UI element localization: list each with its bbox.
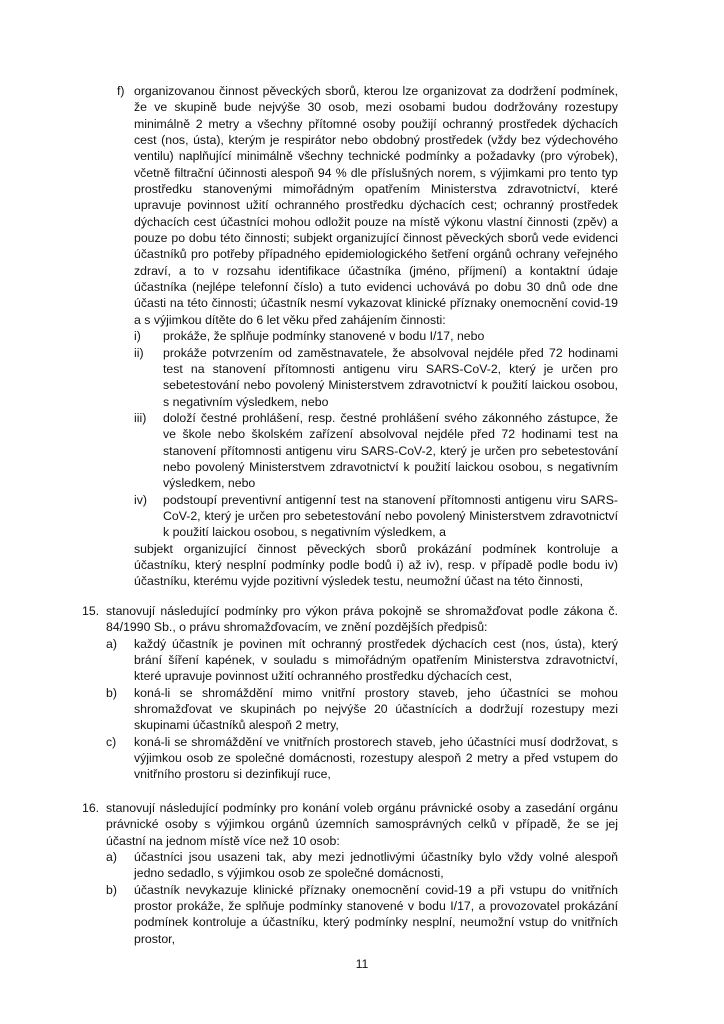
item-marker: a) — [106, 636, 117, 651]
item-f-closing: subjekt organizující činnost pěveckých sborů prokázání podmínek kontroluje a účastníku, který nesplní podmínky podle bodů i) až iv), resp. v případě podle bodu iv) účastníku, kterému vyjde pozitivní výsledek testu, neumožní účast na této činnosti, — [134, 541, 618, 589]
subitem-marker: iii) — [134, 410, 147, 425]
item-marker: b) — [106, 882, 117, 897]
item-text: koná-li se shromáždění ve vnitřních prostorech staveb, jeho účastníci musí dodržovat, s výjimkou osob ze společné domácnosti, rozestupy alespoň 2 metry a před vstupem do vnitřního prostoru si dezinfikují ruce, — [134, 734, 618, 782]
point-15-item-a — [0, 636, 724, 685]
subitem-marker: i) — [134, 329, 141, 344]
item-f-subitems — [0, 328, 724, 540]
item-f — [0, 83, 724, 590]
subitem-i — [0, 328, 724, 344]
point-15-item-c — [0, 734, 724, 783]
page-number: 11 — [355, 957, 369, 971]
item-f-text: organizovanou činnost pěveckých sborů, kterou lze organizovat za dodržení podmínek, že ve skupině bude nejvýše 30 osob, mezi osobami budou dodržovány rozestupy minimálně 2 metry a všechny přítomné osoby použijí ochranný prostředek dýchacích cest (nos, ústa), kterým je respirátor nebo obdobný prostředek (vždy bez výdechového ventilu) naplňující minimálně všechny technické podmínky a požadavky (pro výrobek), včetně filtrační účinnosti alespoň 94 % dle příslušných norem, s výjimkami pro tento typ prostředku stanovenými mimořádným opatřením Ministerstva zdravotnictví, které upravuje povinnost užití ochranného prostředku dýchacích cest; ochranný prostředek dýchacích cest účastníci mohou odložit pouze na místě výkonu vlastní činnosti (zpěv) a pouze po dobu této činnosti; subjekt organizující činnost pěveckých sborů vede evidenci účastníků pro potřeby případného epidemiologického šetření orgánů ochrany veřejného zdraví, a to v rozsahu identifikace účastníka (jméno, příjmení) a kontaktní údaje účastníka (nejlépe telefonní číslo) a tuto evidenci uchovává po dobu 30 dnů ode dne účasti na této činnosti; účastník nesmí vykazovat klinické příznaky onemocnění covid-19 a s výjimkou dítěte do 6 let věku před zahájením činnosti: — [134, 84, 618, 327]
subitem-iv — [0, 492, 724, 541]
point-15-number: 15. — [82, 604, 100, 618]
subitem-iii — [0, 410, 724, 492]
item-text: účastník nevykazuje klinické příznaky onemocnění covid-19 a při vstupu do vnitřních prostor prokáže, že splňuje podmínky stanovené v bodu I/17, a provozovatel prokázání podmínek kontroluje a účastníku, který podmínky nesplní, neumožní vstup do vnitřních prostor, — [134, 882, 618, 946]
item-marker: c) — [106, 734, 117, 749]
point-16-text: stanovují následující podmínky pro konání voleb orgánu právnické osoby a zasedání orgánu právnické osoby s výjimkou orgánů územních samosprávných celků v případě, že se jej účastní na jednom místě více než 10 osob: — [106, 801, 618, 848]
subitem-text: prokáže, že splňuje podmínky stanovené v bodu I/17, nebo — [163, 329, 485, 344]
item-text: koná-li se shromáždění mimo vnitřní prostory staveb, jeho účastníci se mohou shromažďovat ve skupinách po nejvýše 20 účastnících a dodržují rozestupy mezi skupinami účastníků alespoň 2 metry, — [134, 685, 618, 733]
item-marker: b) — [106, 685, 117, 700]
item-marker: a) — [106, 850, 117, 865]
subitem-marker: ii) — [134, 345, 144, 360]
point-16 — [0, 800, 724, 947]
item-f-marker: f) — [117, 84, 125, 98]
item-text: účastníci jsou usazeni tak, aby mezi jednotlivými účastníky bylo vždy volné alespoň jedno sedadlo, s výjimkou osob ze společné domácnosti, — [134, 850, 618, 881]
point-15-item-b — [0, 685, 724, 734]
subitem-text: doloží čestné prohlášení, resp. čestné prohlášení svého zákonného zástupce, že ve škole nebo školském zařízení absolvoval nejdéle před 72 hodinami test na stanovení přítomnosti antigenu viru SARS-CoV-2, který je určen pro sebetestování nebo povolený Ministerstvem zdravotnictví k použití laickou osobou, s negativním výsledkem, nebo — [163, 410, 618, 491]
subitem-text: podstoupí preventivní antigenní test na stanovení přítomnosti antigenu viru SARS-CoV-2, který je určen pro sebetestování nebo povolený Ministerstvem zdravotnictví k použití laickou osobou, s negativním výsledkem, a — [163, 492, 618, 540]
item-text: každý účastník je povinen mít ochranný prostředek dýchacích cest (nos, ústa), který brání šíření kapének, v souladu s mimořádným opatřením Ministerstva zdravotnictví, které upravuje povinnost užití ochranného prostředku dýchacích cest, — [134, 636, 618, 684]
point-16-item-b — [0, 882, 724, 947]
subitem-ii — [0, 345, 724, 410]
point-16-number: 16. — [82, 801, 100, 815]
subitem-marker: iv) — [134, 492, 147, 507]
point-15 — [0, 603, 724, 783]
point-15-text: stanovují následující podmínky pro výkon práva pokojně se shromažďovat podle zákona č. 84/1990 Sb., o právu shromažďovacím, ve znění pozdějších předpisů: — [106, 604, 618, 635]
subitem-text: prokáže potvrzením od zaměstnavatele, že absolvoval nejdéle před 72 hodinami test na stanovení přítomnosti antigenu viru SARS-CoV-2, který je určen pro sebetestování nebo povolený Ministerstvem zdravotnictví k použití laickou osobou, s negativním výsledkem, nebo — [163, 345, 618, 409]
point-16-item-a — [0, 849, 724, 882]
